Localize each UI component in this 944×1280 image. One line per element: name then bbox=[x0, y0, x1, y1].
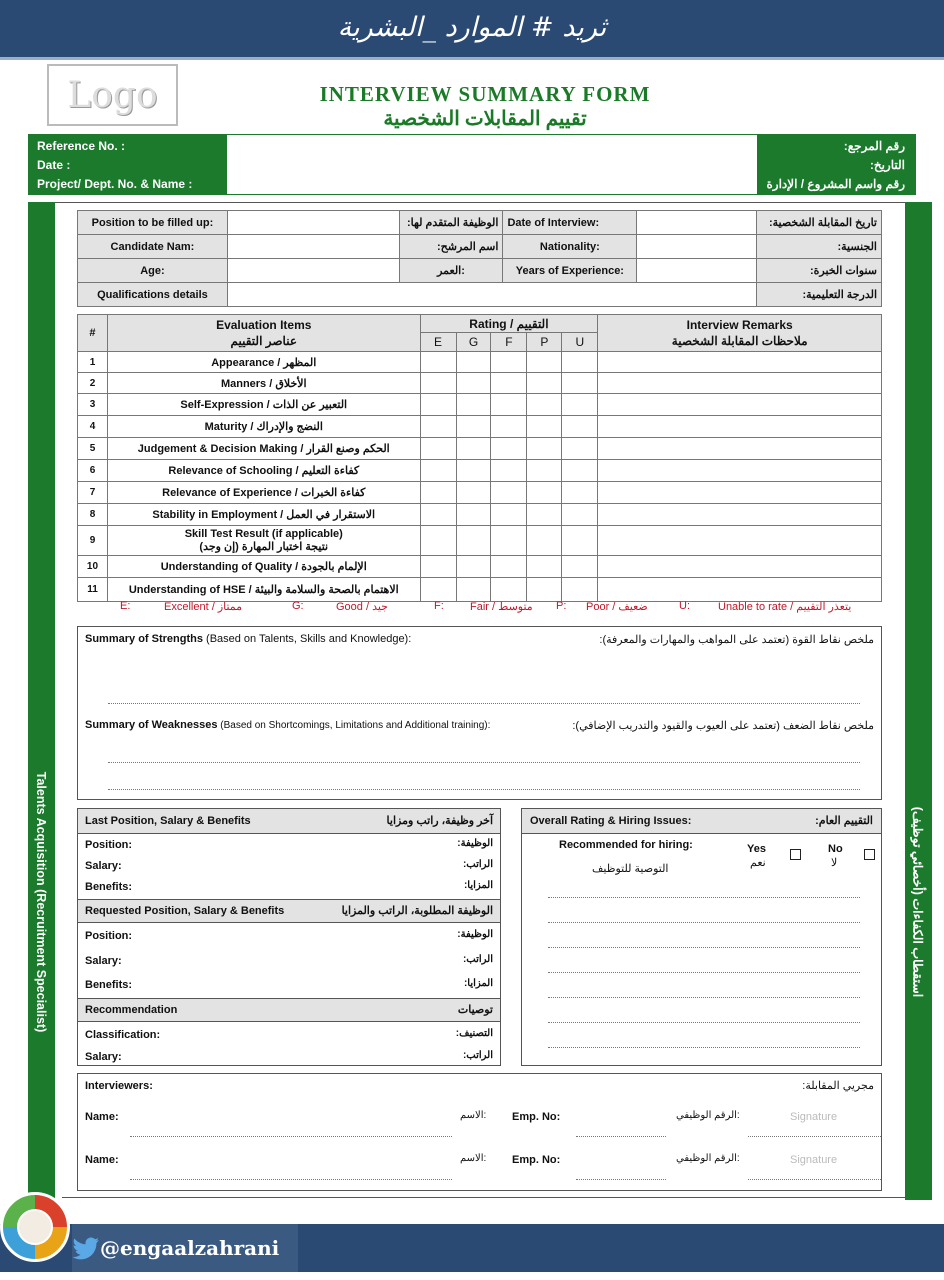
yes-checkbox[interactable] bbox=[790, 849, 801, 860]
yes-label-ar: نعم bbox=[750, 857, 766, 869]
candidate-name-label: Candidate Nam: bbox=[78, 235, 228, 259]
strengths-label-ar: ملخص نقاط القوة (تعتمد على المواهب والمهارات والمعرفة): bbox=[599, 634, 874, 646]
rating-cell-g[interactable] bbox=[456, 482, 491, 504]
rating-cell-f[interactable] bbox=[491, 482, 527, 504]
nationality-label: Nationality: bbox=[503, 235, 637, 259]
evaluation-row bbox=[78, 526, 882, 556]
evaluation-row bbox=[78, 504, 882, 526]
weaknesses-line-2[interactable] bbox=[108, 789, 860, 790]
classification-label-ar: التصنيف: bbox=[455, 1028, 493, 1039]
date-interview-label-ar: تاريخ المقابلة الشخصية: bbox=[757, 211, 882, 235]
rating-cell-u[interactable] bbox=[562, 482, 598, 504]
overall-line-4[interactable] bbox=[548, 972, 860, 973]
rating-cell-f[interactable] bbox=[491, 460, 527, 482]
summary-panel bbox=[77, 626, 882, 800]
interviewers-panel bbox=[77, 1073, 882, 1191]
evaluation-rows bbox=[78, 352, 882, 602]
reference-input-area[interactable] bbox=[227, 135, 757, 194]
legend-f-code: F: bbox=[434, 600, 444, 612]
footer-handle-text: @engaalzahrani bbox=[100, 1236, 280, 1260]
last-salary-label-ar: الراتب: bbox=[462, 859, 493, 870]
recommendation-header bbox=[78, 998, 500, 1022]
eval-row-item: Relevance of Experience / كفاءة الخبرات bbox=[107, 482, 420, 504]
rating-cell-e[interactable] bbox=[420, 556, 456, 578]
eval-row-number: 3 bbox=[78, 394, 108, 416]
rating-cell-e[interactable] bbox=[420, 460, 456, 482]
project-label: Project/ Dept. No. & Name : bbox=[37, 177, 193, 191]
rating-cell-f[interactable] bbox=[491, 504, 527, 526]
last-position-label: Position: bbox=[85, 839, 133, 851]
interviewer1-signature-line[interactable] bbox=[748, 1136, 881, 1137]
rating-cell-e[interactable] bbox=[420, 504, 456, 526]
remarks-cell[interactable] bbox=[598, 578, 882, 602]
rating-cell-g[interactable] bbox=[456, 438, 491, 460]
eval-row-number: 2 bbox=[78, 373, 108, 394]
weaknesses-label bbox=[85, 719, 490, 731]
requested-salary-label-ar: الراتب: bbox=[462, 954, 493, 965]
rating-cell-g[interactable] bbox=[456, 526, 491, 556]
evaluation-row bbox=[78, 373, 882, 394]
interviewer2-signature-line[interactable] bbox=[748, 1179, 881, 1180]
recommended-hiring-label-ar: التوصية للتوظيف bbox=[592, 863, 669, 875]
rating-cell-g[interactable] bbox=[456, 556, 491, 578]
rating-cell-f[interactable] bbox=[491, 556, 527, 578]
eval-row-item-ar: نتيجة اختبار المهارة (إن وجد) bbox=[199, 540, 329, 553]
rating-cell-f[interactable] bbox=[491, 578, 527, 602]
strengths-label-rest: (Based on Talents, Skills and Knowledge): bbox=[202, 633, 412, 645]
interviewer1-name-label: Name: bbox=[85, 1111, 119, 1123]
eval-row-number: 7 bbox=[78, 482, 108, 504]
nationality-label-ar: الجنسية: bbox=[757, 235, 882, 259]
rating-col-f: F bbox=[491, 333, 527, 352]
rating-col-e: E bbox=[420, 333, 456, 352]
legend-e-code: E: bbox=[120, 600, 131, 612]
rating-cell-e[interactable] bbox=[420, 578, 456, 602]
rating-cell-g[interactable] bbox=[456, 416, 491, 438]
strengths-label bbox=[85, 633, 411, 645]
rating-col-u: U bbox=[562, 333, 598, 352]
qualifications-label: Qualifications details bbox=[78, 283, 228, 307]
age-label-ar: العمر: bbox=[399, 259, 503, 283]
interviewer2-signature-label: Signature bbox=[790, 1154, 838, 1166]
rating-cell-u[interactable] bbox=[562, 526, 598, 556]
overall-line-7[interactable] bbox=[548, 1047, 860, 1048]
overall-rating-header-ar: التقييم العام: bbox=[815, 815, 873, 827]
interviewer2-name-line[interactable] bbox=[130, 1179, 452, 1180]
remarks-header-ar: ملاحظات المقابلة الشخصية bbox=[671, 334, 808, 348]
rating-cell-u[interactable] bbox=[562, 373, 598, 394]
eval-row-number: 1 bbox=[78, 352, 108, 373]
rating-cell-u[interactable] bbox=[562, 578, 598, 602]
weaknesses-label-bold: Summary of Weaknesses bbox=[85, 719, 218, 731]
interviewer1-name-line[interactable] bbox=[130, 1136, 452, 1137]
logo-placeholder: Logo bbox=[47, 64, 178, 126]
last-position-label-ar: الوظيفة: bbox=[457, 838, 493, 849]
interviewer1-name-label-ar: الاسم: bbox=[460, 1110, 487, 1121]
rating-cell-e[interactable] bbox=[420, 394, 456, 416]
remarks-cell[interactable] bbox=[598, 352, 882, 373]
evaluation-row bbox=[78, 482, 882, 504]
rating-cell-f[interactable] bbox=[491, 416, 527, 438]
frame-bottom bbox=[62, 1197, 905, 1198]
rating-cell-u[interactable] bbox=[562, 352, 598, 373]
requested-position-label: Position: bbox=[85, 930, 133, 942]
eval-items-header-en: Evaluation Items bbox=[216, 318, 312, 332]
eval-items-header-ar: عناصر التقييم bbox=[230, 334, 297, 348]
interviewer1-emp-label: Emp. No: bbox=[512, 1111, 561, 1123]
banner-title: ثريد # الموارد _البشرية bbox=[337, 12, 607, 43]
remarks-cell[interactable] bbox=[598, 482, 882, 504]
overall-line-2[interactable] bbox=[548, 922, 860, 923]
reference-labels-en bbox=[29, 135, 227, 194]
form-title-ar: تقييم المقابلات الشخصية bbox=[383, 108, 587, 130]
experience-field[interactable] bbox=[637, 259, 757, 283]
candidate-name-label-ar: اسم المرشح: bbox=[399, 235, 503, 259]
requested-position-header bbox=[78, 899, 500, 923]
eval-num-header: # bbox=[78, 315, 108, 352]
rating-cell-f[interactable] bbox=[491, 438, 527, 460]
interviewers-label-ar: مجريي المقابلة: bbox=[802, 1080, 874, 1092]
overall-line-1[interactable] bbox=[548, 897, 860, 898]
rating-cell-f[interactable] bbox=[491, 394, 527, 416]
date-label: Date : bbox=[37, 158, 71, 172]
no-label: No bbox=[828, 843, 843, 855]
rating-cell-p[interactable] bbox=[527, 578, 562, 602]
legend-p-text: Poor / ضعيف bbox=[586, 601, 648, 613]
rating-cell-p[interactable] bbox=[527, 373, 562, 394]
interviewer2-emp-label: Emp. No: bbox=[512, 1154, 561, 1166]
recommendation-salary-label: Salary: bbox=[85, 1051, 122, 1063]
eval-row-item: Maturity / النضج والإدراك bbox=[107, 416, 420, 438]
legend-p-code: P: bbox=[556, 600, 567, 612]
reference-box bbox=[28, 134, 916, 195]
requested-benefits-label-ar: المزايا: bbox=[463, 978, 493, 989]
eval-row-number: 10 bbox=[78, 556, 108, 578]
age-label: Age: bbox=[78, 259, 228, 283]
author-avatar bbox=[0, 1192, 70, 1262]
eval-row-item: Appearance / المظهر bbox=[107, 352, 420, 373]
position-salary-panel bbox=[77, 808, 501, 1066]
eval-row-item: Self-Expression / التعبير عن الذات bbox=[107, 394, 420, 416]
evaluation-table bbox=[77, 314, 882, 602]
rating-cell-p[interactable] bbox=[527, 526, 562, 556]
rating-cell-g[interactable] bbox=[456, 460, 491, 482]
twitter-icon bbox=[72, 1237, 100, 1261]
eval-row-number: 4 bbox=[78, 416, 108, 438]
classification-label: Classification: bbox=[85, 1029, 161, 1041]
rating-cell-g[interactable] bbox=[456, 578, 491, 602]
rating-cell-g[interactable] bbox=[456, 373, 491, 394]
evaluation-row bbox=[78, 438, 882, 460]
age-field[interactable] bbox=[227, 259, 399, 283]
last-salary-label: Salary: bbox=[85, 860, 122, 872]
no-checkbox[interactable] bbox=[864, 849, 875, 860]
yes-label: Yes bbox=[747, 843, 766, 855]
last-position-header-ar: آخر وظيفة، راتب ومزايا bbox=[386, 815, 493, 827]
rating-cell-e[interactable] bbox=[420, 482, 456, 504]
recommended-hiring-label: Recommended for hiring: bbox=[559, 839, 693, 851]
remarks-cell[interactable] bbox=[598, 504, 882, 526]
legend-g-text: Good / جيد bbox=[336, 601, 388, 613]
remarks-cell[interactable] bbox=[598, 556, 882, 578]
author-avatar-face bbox=[17, 1209, 53, 1245]
rating-cell-p[interactable] bbox=[527, 460, 562, 482]
last-benefits-label: Benefits: bbox=[85, 881, 133, 893]
evaluation-row bbox=[78, 394, 882, 416]
last-position-header bbox=[78, 809, 500, 834]
rating-cell-f[interactable] bbox=[491, 373, 527, 394]
remarks-cell[interactable] bbox=[598, 526, 882, 556]
rating-cell-p[interactable] bbox=[527, 438, 562, 460]
interviewers-label: Interviewers: bbox=[85, 1080, 153, 1092]
remarks-cell[interactable] bbox=[598, 416, 882, 438]
overall-line-5[interactable] bbox=[548, 997, 860, 998]
overall-rating-header-en: Overall Rating & Hiring Issues: bbox=[530, 815, 692, 827]
rating-cell-p[interactable] bbox=[527, 416, 562, 438]
recommendation-salary-label-ar: الراتب: bbox=[462, 1050, 493, 1061]
no-label-ar: لا bbox=[831, 857, 838, 869]
requested-position-header-en: Requested Position, Salary & Benefits bbox=[85, 905, 285, 917]
requested-salary-label: Salary: bbox=[85, 955, 122, 967]
remarks-cell[interactable] bbox=[598, 394, 882, 416]
position-label: Position to be filled up: bbox=[78, 211, 228, 235]
date-interview-field[interactable] bbox=[637, 211, 757, 235]
reference-labels-ar bbox=[757, 135, 915, 194]
candidate-info-table bbox=[77, 210, 882, 307]
weaknesses-label-ar: ملخص نقاط الضعف (تعتمد على العيوب والقيود والتدريب الإضافي): bbox=[572, 720, 874, 732]
top-banner bbox=[0, 0, 944, 60]
rating-cell-g[interactable] bbox=[456, 394, 491, 416]
eval-row-item: Relevance of Schooling / كفاءة التعليم bbox=[107, 460, 420, 482]
rating-cell-f[interactable] bbox=[491, 352, 527, 373]
rating-cell-e[interactable] bbox=[420, 373, 456, 394]
eval-row-item-en: Skill Test Result (if applicable) bbox=[184, 527, 343, 540]
legend-u-text: Unable to rate / يتعذر التقييم bbox=[718, 601, 852, 613]
strengths-label-bold: Summary of Strengths bbox=[85, 633, 203, 645]
evaluation-row bbox=[78, 352, 882, 373]
evaluation-row bbox=[78, 416, 882, 438]
eval-row-item: Understanding of Quality / الإلمام بالجودة bbox=[107, 556, 420, 578]
rating-cell-p[interactable] bbox=[527, 556, 562, 578]
interviewer1-emp-label-ar: الرقم الوظيفي: bbox=[676, 1110, 740, 1121]
frame-top bbox=[55, 202, 905, 203]
rating-cell-u[interactable] bbox=[562, 504, 598, 526]
legend-e-text: Excellent / ممتاز bbox=[164, 601, 243, 613]
rating-cell-p[interactable] bbox=[527, 504, 562, 526]
reference-no-label: Reference No. : bbox=[37, 139, 126, 153]
left-sidebar-label: Talents Acquisition (Recruitment Specialist) bbox=[34, 771, 48, 1033]
eval-row-number: 11 bbox=[78, 578, 108, 602]
form-title-en: INTERVIEW SUMMARY FORM bbox=[319, 82, 651, 106]
requested-position-label-ar: الوظيفة: bbox=[457, 929, 493, 940]
interviewer2-emp-label-ar: الرقم الوظيفي: bbox=[676, 1153, 740, 1164]
overall-line-6[interactable] bbox=[548, 1022, 860, 1023]
rating-cell-u[interactable] bbox=[562, 394, 598, 416]
overall-rating-header bbox=[522, 809, 881, 834]
evaluation-row bbox=[78, 578, 882, 602]
remarks-cell[interactable] bbox=[598, 373, 882, 394]
evaluation-row bbox=[78, 460, 882, 482]
evaluation-row bbox=[78, 556, 882, 578]
experience-label-ar: سنوات الخبرة: bbox=[757, 259, 882, 283]
position-label-ar: الوظيفة المتقدم لها: bbox=[399, 211, 503, 235]
rating-cell-e[interactable] bbox=[420, 416, 456, 438]
eval-row-number: 9 bbox=[78, 526, 108, 556]
reference-no-label-ar: رقم المرجع: bbox=[843, 139, 905, 153]
interviewer2-emp-line[interactable] bbox=[576, 1179, 666, 1180]
recommendation-header-ar: توصيات bbox=[457, 1004, 493, 1016]
requested-position-header-ar: الوظيفة المطلوبة، الراتب والمزايا bbox=[341, 905, 493, 917]
eval-items-header bbox=[107, 315, 420, 352]
interviewer2-name-label-ar: الاسم: bbox=[460, 1153, 487, 1164]
rating-cell-g[interactable] bbox=[456, 504, 491, 526]
weaknesses-line-1[interactable] bbox=[108, 762, 860, 763]
experience-label: Years of Experience: bbox=[503, 259, 637, 283]
date-label-ar: التاريخ: bbox=[869, 158, 905, 172]
remarks-cell[interactable] bbox=[598, 438, 882, 460]
date-interview-label: Date of Interview: bbox=[503, 211, 637, 235]
eval-row-item: Manners / الأخلاق bbox=[107, 373, 420, 394]
remarks-header-en: Interview Remarks bbox=[686, 318, 793, 332]
rating-col-p: P bbox=[527, 333, 562, 352]
remarks-header bbox=[598, 315, 882, 352]
right-sidebar bbox=[905, 202, 932, 1200]
overall-line-3[interactable] bbox=[548, 947, 860, 948]
recommendation-header-en: Recommendation bbox=[85, 1004, 178, 1016]
rating-cell-f[interactable] bbox=[491, 526, 527, 556]
interviewer2-name-label: Name: bbox=[85, 1154, 119, 1166]
qualifications-field[interactable] bbox=[227, 283, 756, 307]
rating-cell-e[interactable] bbox=[420, 438, 456, 460]
legend-u-code: U: bbox=[679, 600, 690, 612]
rating-cell-p[interactable] bbox=[527, 352, 562, 373]
nationality-field[interactable] bbox=[637, 235, 757, 259]
overall-rating-panel bbox=[521, 808, 882, 1066]
strengths-line[interactable] bbox=[108, 703, 860, 704]
interviewer1-signature-label: Signature bbox=[790, 1111, 838, 1123]
rating-cell-g[interactable] bbox=[456, 352, 491, 373]
rating-cell-e[interactable] bbox=[420, 352, 456, 373]
weaknesses-label-rest: (Based on Shortcomings, Limitations and Additional training): bbox=[217, 720, 491, 731]
qualifications-label-ar: الدرجة التعليمية: bbox=[757, 283, 882, 307]
project-label-ar: رقم واسم المشروع / الإدارة bbox=[766, 177, 905, 191]
last-position-header-en: Last Position, Salary & Benefits bbox=[85, 815, 251, 827]
eval-row-number: 8 bbox=[78, 504, 108, 526]
rating-cell-u[interactable] bbox=[562, 460, 598, 482]
remarks-cell[interactable] bbox=[598, 460, 882, 482]
eval-row-item: Judgement & Decision Making / الحكم وصنع القرار bbox=[107, 438, 420, 460]
interviewer1-emp-line[interactable] bbox=[576, 1136, 666, 1137]
eval-row-number: 6 bbox=[78, 460, 108, 482]
rating-cell-u[interactable] bbox=[562, 556, 598, 578]
rating-cell-p[interactable] bbox=[527, 482, 562, 504]
rating-cell-u[interactable] bbox=[562, 438, 598, 460]
rating-cell-u[interactable] bbox=[562, 416, 598, 438]
rating-cell-e[interactable] bbox=[420, 526, 456, 556]
last-benefits-label-ar: المزايا: bbox=[463, 880, 493, 891]
eval-row-item: Understanding of HSE / الاهتمام بالصحة والسلامة والبيئة bbox=[107, 578, 420, 602]
eval-row-number: 5 bbox=[78, 438, 108, 460]
rating-legend bbox=[78, 600, 882, 616]
rating-col-g: G bbox=[456, 333, 491, 352]
requested-benefits-label: Benefits: bbox=[85, 979, 133, 991]
eval-row-item bbox=[107, 526, 420, 556]
rating-header: Rating / التقييم bbox=[420, 315, 598, 333]
candidate-name-field[interactable] bbox=[227, 235, 399, 259]
left-sidebar bbox=[28, 202, 55, 1200]
position-field[interactable] bbox=[227, 211, 399, 235]
legend-f-text: Fair / متوسط bbox=[470, 601, 533, 613]
legend-g-code: G: bbox=[292, 600, 304, 612]
rating-cell-p[interactable] bbox=[527, 394, 562, 416]
right-sidebar-label: استقطاب الكفاءات (أخصائي توظيف) bbox=[910, 806, 925, 998]
eval-row-item: Stability in Employment / الاستقرار في العمل bbox=[107, 504, 420, 526]
